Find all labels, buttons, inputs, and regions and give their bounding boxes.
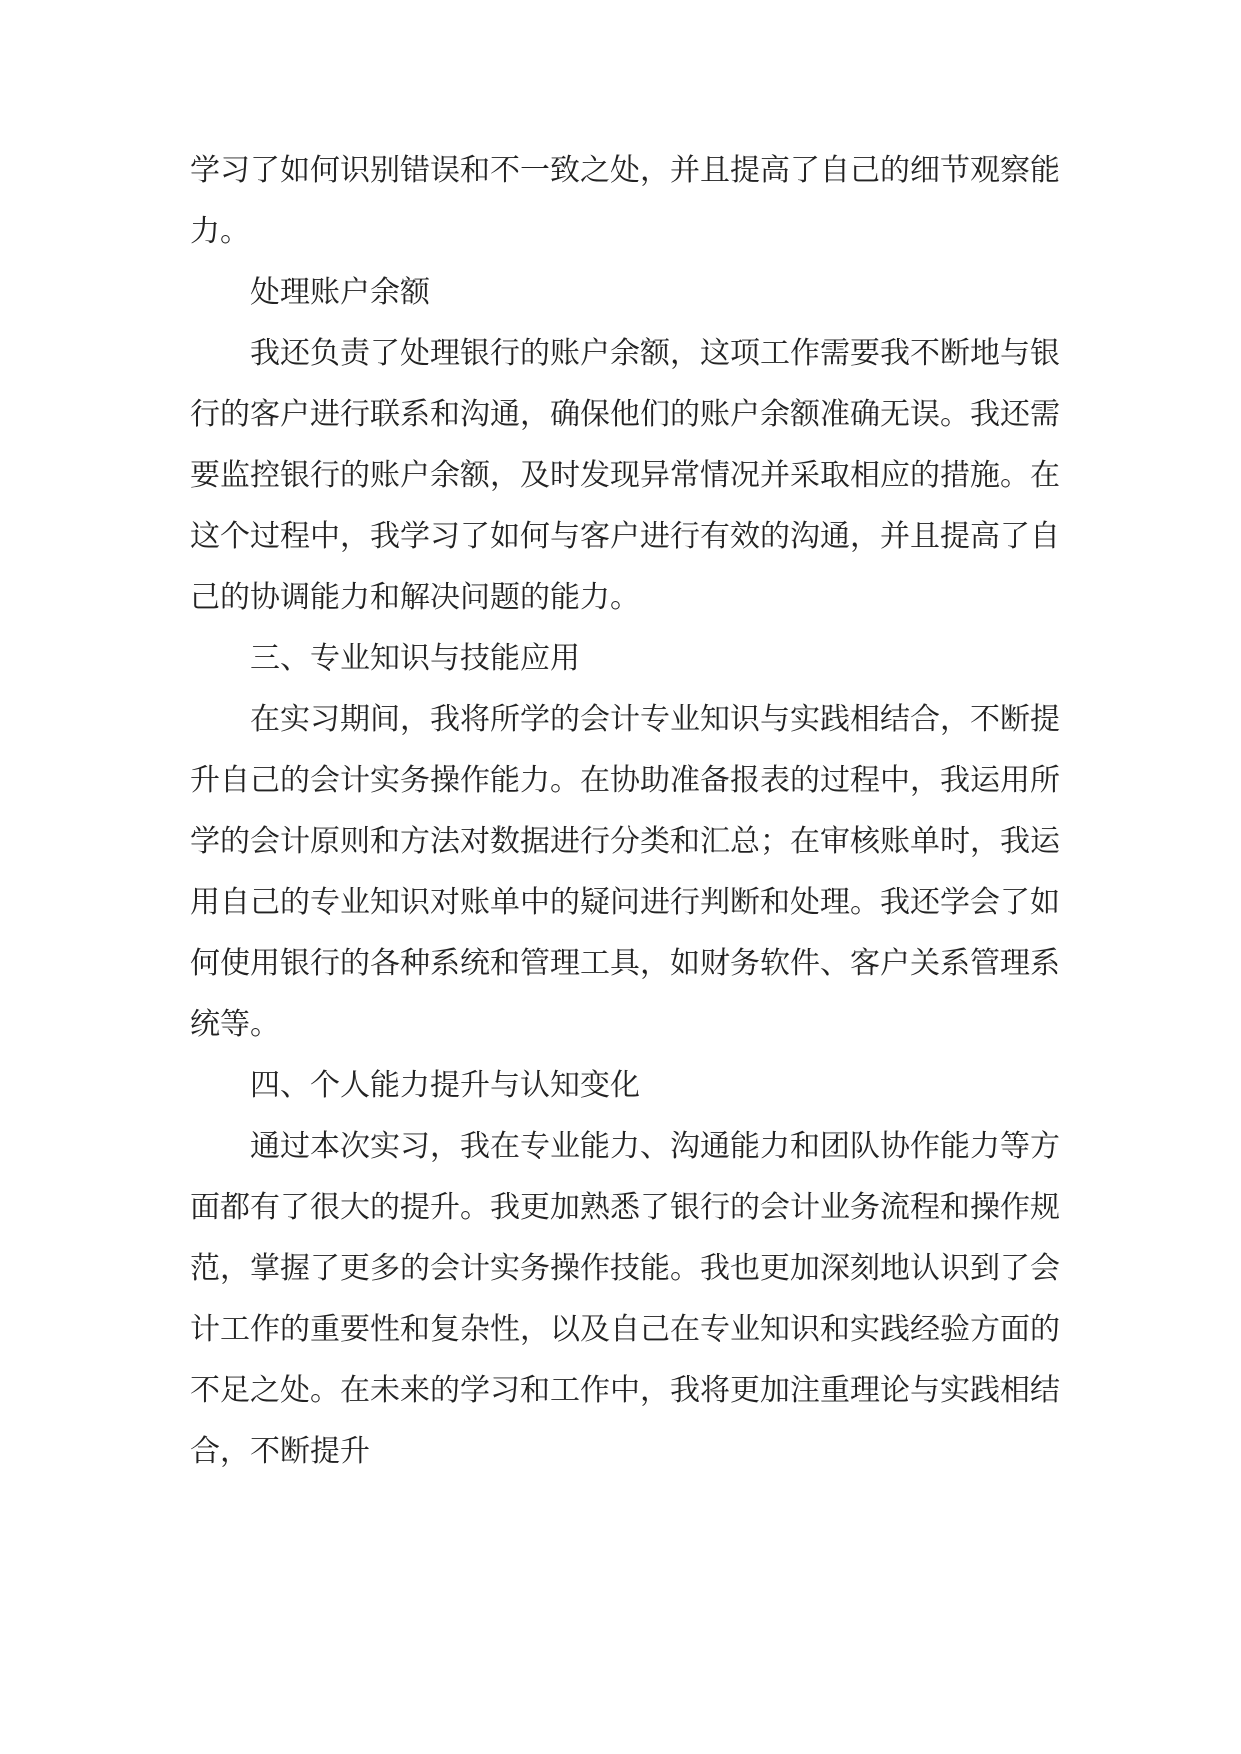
paragraph-account-balance: 我还负责了处理银行的账户余额，这项工作需要我不断地与银行的客户进行联系和沟通，确保他们的账户余额准确无误。我还需要监控银行的账户余额，及时发现异常情况并采取相应的措施。在这个过程中，我学习了如何与客户进行有效的沟通，并且提高了自己的协调能力和解决问题的能力。 [190, 336, 1060, 615]
document-body [190, 140, 1060, 1482]
subheading-account-balance: 处理账户余额 [250, 275, 430, 310]
paragraph-personal-growth: 通过本次实习，我在专业能力、沟通能力和团队协作能力等方面都有了很大的提升。我更加熟悉了银行的会计业务流程和操作规范，掌握了更多的会计实务操作技能。我也更加深刻地认识到了会计工作的重要性和复杂性，以及自己在专业知识和实践经验方面的不足之处。在未来的学习和工作中，我将更加注重理论与实践相结合，不断提升 [190, 1129, 1060, 1469]
paragraph-continuation: 学习了如何识别错误和不一致之处，并且提高了自己的细节观察能力。 [190, 153, 1060, 249]
paragraph-professional-skills: 在实习期间，我将所学的会计专业知识与实践相结合，不断提升自己的会计实务操作能力。在协助准备报表的过程中，我运用所学的会计原则和方法对数据进行分类和汇总；在审核账单时，我运用自己的专业知识对账单中的疑问进行判断和处理。我还学会了如何使用银行的各种系统和管理工具，如财务软件、客户关系管理系统等。 [190, 702, 1060, 1042]
section-heading-3: 三、专业知识与技能应用 [250, 641, 580, 676]
section-heading-4: 四、个人能力提升与认知变化 [250, 1068, 640, 1103]
